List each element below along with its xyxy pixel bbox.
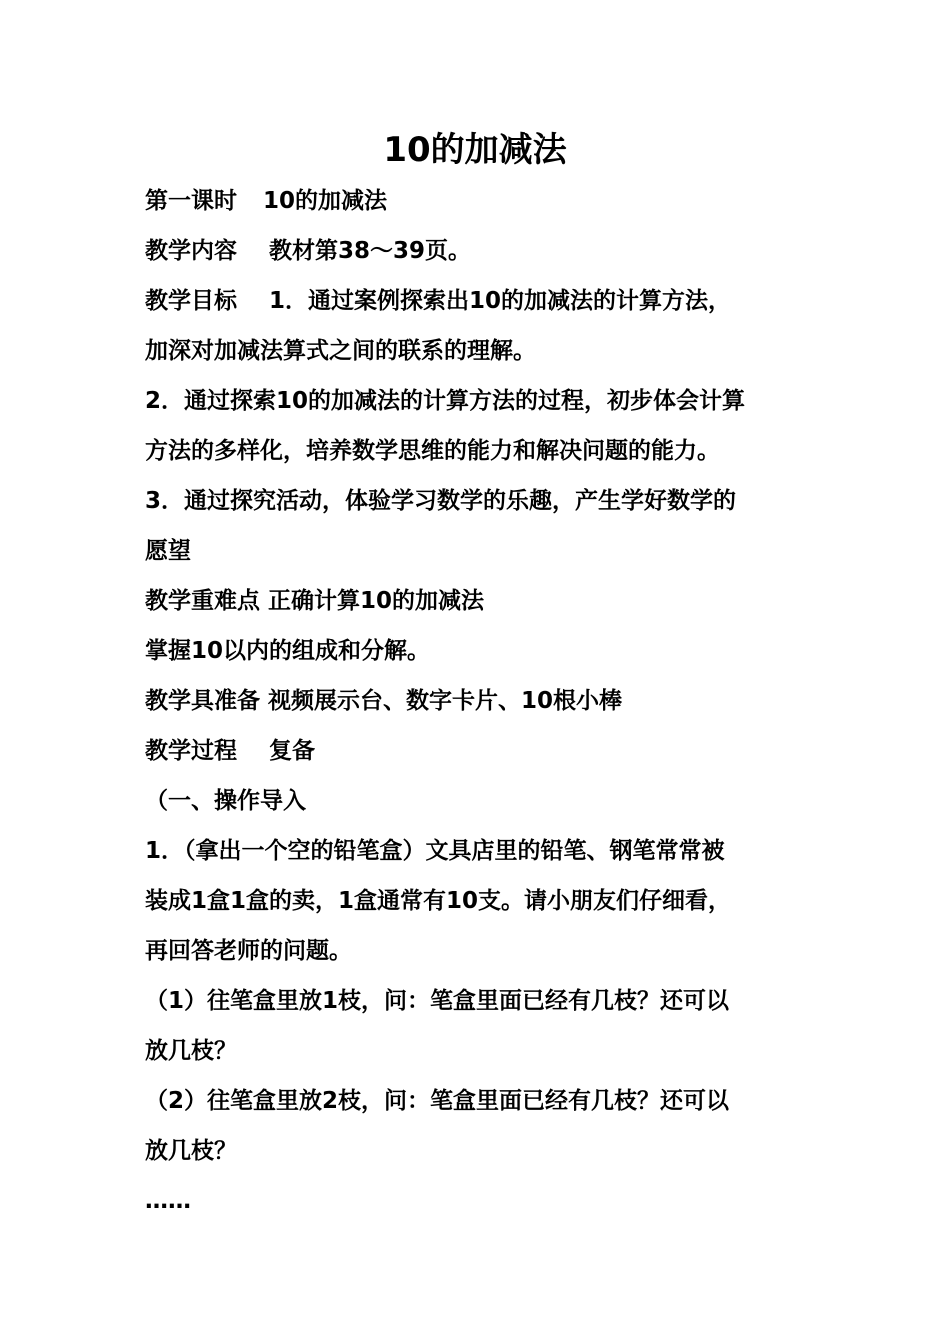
document-title: 10的加减法 [383, 130, 567, 170]
text-line: 放几枝？ [145, 1138, 237, 1164]
section-heading: （一、操作导入 [145, 788, 306, 814]
teaching-content-line [145, 226, 813, 276]
process-line [145, 726, 813, 776]
text-line: 加深对加减法算式之间的联系的理解。 [145, 338, 536, 364]
process-note: 复备 [269, 738, 315, 764]
text-line: 再回答老师的问题。 [145, 938, 352, 964]
text-line: 2．通过探索10的加减法的计算方法的过程，初步体会计算 [145, 388, 746, 414]
text-line: （1）往笔盒里放1枝，问：笔盒里面已经有几枝？还可以 [145, 988, 730, 1014]
document-body [145, 176, 813, 1226]
text-line: 放几枝？ [145, 1038, 237, 1064]
text-line: 3．通过探究活动，体验学习数学的乐趣，产生学好数学的 [145, 488, 737, 514]
teaching-goal-label: 教学目标 [145, 288, 237, 314]
lesson-period-label: 第一课时 [145, 188, 237, 214]
teaching-content-label: 教学内容 [145, 238, 237, 264]
materials-line [145, 676, 813, 726]
text-line: 装成1盒1盒的卖，1盒通常有10支。请小朋友们仔细看， [145, 888, 732, 914]
text-line: 方法的多样化，培养数学思维的能力和解决问题的能力。 [145, 438, 720, 464]
ellipsis-line: …… [145, 1188, 191, 1214]
teaching-content-value: 教材第38～39页。 [269, 238, 472, 264]
text-line: 愿望 [145, 538, 191, 564]
text-line: （2）往笔盒里放2枝，问：笔盒里面已经有几枝？还可以 [145, 1088, 730, 1114]
key-points-line [145, 576, 813, 626]
materials-label: 教学具准备 [145, 688, 260, 714]
key-points-label: 教学重难点 [145, 588, 260, 614]
process-label: 教学过程 [145, 738, 237, 764]
lesson-period-line [145, 176, 813, 226]
key-points-value: 正确计算10的加减法 [268, 588, 485, 614]
text-line: 掌握10以内的组成和分解。 [145, 638, 431, 664]
teaching-goal-item-1: 1．通过案例探索出10的加减法的计算方法， [269, 288, 732, 314]
materials-value: 视频展示台、数字卡片、10根小棒 [268, 688, 623, 714]
lesson-period-value: 10的加减法 [263, 188, 388, 214]
teaching-goal-line [145, 276, 813, 326]
text-line: 1．（拿出一个空的铅笔盒）文具店里的铅笔、钢笔常常被 [145, 838, 725, 864]
